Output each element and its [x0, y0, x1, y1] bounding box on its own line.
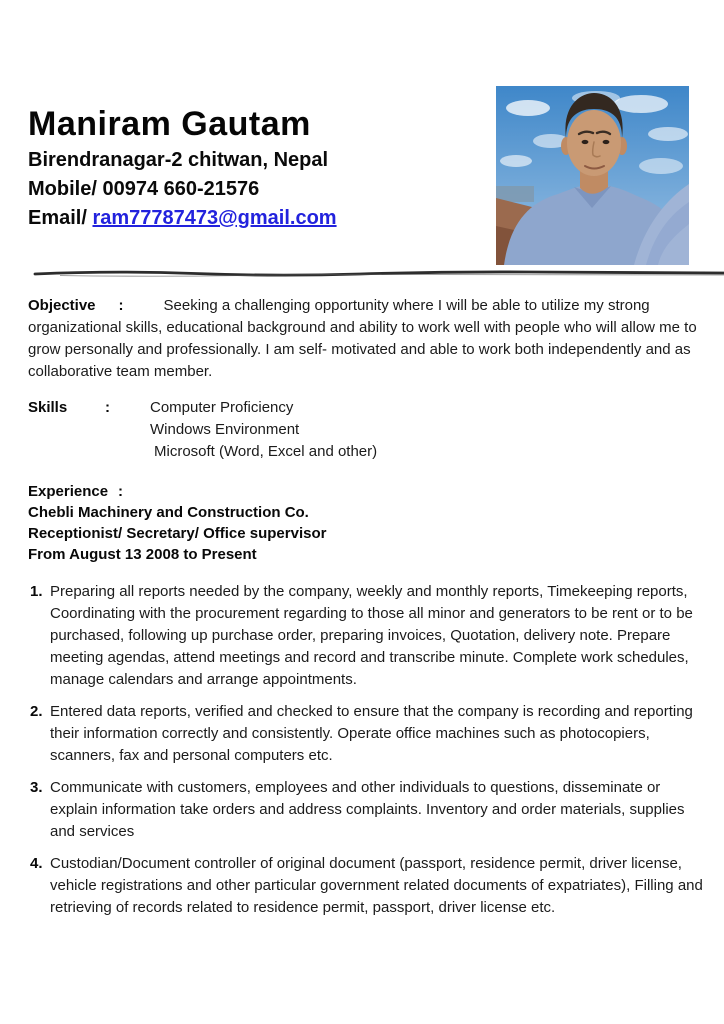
- skill-item: Microsoft (Word, Excel and other): [154, 443, 378, 460]
- skills-row: [28, 397, 377, 419]
- objective-text: Seeking a challenging opportunity where I will be able to utilize my strong organizational skills, educational background and ability to work well with people who will allow me to grow personally and professionally. I am self- motivated and able to work both independently and as collaborative team member.: [28, 297, 697, 380]
- email-link[interactable]: ram77787473@gmail.com: [92, 207, 337, 229]
- address-line: Birendranagar-2 chitwan, Nepal: [28, 149, 329, 171]
- list-item: [30, 853, 708, 919]
- skills-label: Skills: [28, 399, 68, 416]
- candidate-name: Maniram Gautam: [28, 105, 311, 143]
- header-divider-line: [0, 268, 724, 280]
- experience-section: [28, 481, 326, 565]
- skills-section: [28, 397, 377, 463]
- list-item-text: Custodian/Document controller of original document (passport, residence permit, driver license, vehicle registrations and other particular government related documents of expatriates), Filling and retrieving of records related to residence permit, passport, driver license etc.: [50, 855, 703, 916]
- experience-label: Experience: [28, 483, 109, 500]
- list-item-number: 2.: [30, 703, 43, 720]
- list-item-text: Preparing all reports needed by the company, weekly and monthly reports, Timekeeping reports, Coordinating with the procurement regarding to those all minor and generators to be rent or to be purchased, following up purchase order, preparing invoices, Quotation, delivery note. Prepare meeting agendas, attend meetings and record and transcribe minute. Complete work schedules, manage calendars and arrange appointments.: [50, 583, 693, 688]
- objective-colon: :: [118, 297, 124, 314]
- skill-item: Computer Proficiency: [150, 399, 294, 416]
- list-item-number: 1.: [30, 583, 43, 600]
- portrait-illustration: [496, 86, 689, 265]
- email-label: Email/: [28, 207, 87, 229]
- experience-company: Chebli Machinery and Construction Co.: [28, 504, 309, 521]
- header-block: [28, 102, 488, 233]
- objective-label: Objective: [28, 297, 96, 314]
- list-item-text: Entered data reports, verified and checked to ensure that the company is recording and reporting their information correctly and consistently. Operate office machines such as photocopiers, scanners, fax and personal computers etc.: [50, 703, 693, 764]
- list-item-text: Communicate with customers, employees and other individuals to questions, disseminate or explain information take orders and address complaints. Inventory and order materials, supplies and services: [50, 779, 685, 840]
- list-item: [30, 581, 708, 691]
- mobile-label: Mobile/: [28, 178, 97, 200]
- mobile-number: 00974 660-21576: [102, 178, 260, 200]
- profile-photo: [496, 86, 689, 265]
- duties-list: [30, 581, 708, 929]
- list-item: [30, 777, 708, 843]
- experience-duration: From August 13 2008 to Present: [28, 546, 257, 563]
- experience-colon: :: [118, 483, 124, 500]
- experience-heading: [28, 481, 326, 502]
- list-item: [30, 701, 708, 767]
- email-line: [28, 204, 488, 233]
- list-item-number: 4.: [30, 855, 43, 872]
- mobile-line: [28, 175, 488, 204]
- objective-section: [28, 295, 706, 383]
- experience-title: Receptionist/ Secretary/ Office supervisor: [28, 525, 327, 542]
- skill-item: Windows Environment: [150, 421, 300, 438]
- list-item-number: 3.: [30, 779, 43, 796]
- skills-colon: :: [105, 399, 110, 416]
